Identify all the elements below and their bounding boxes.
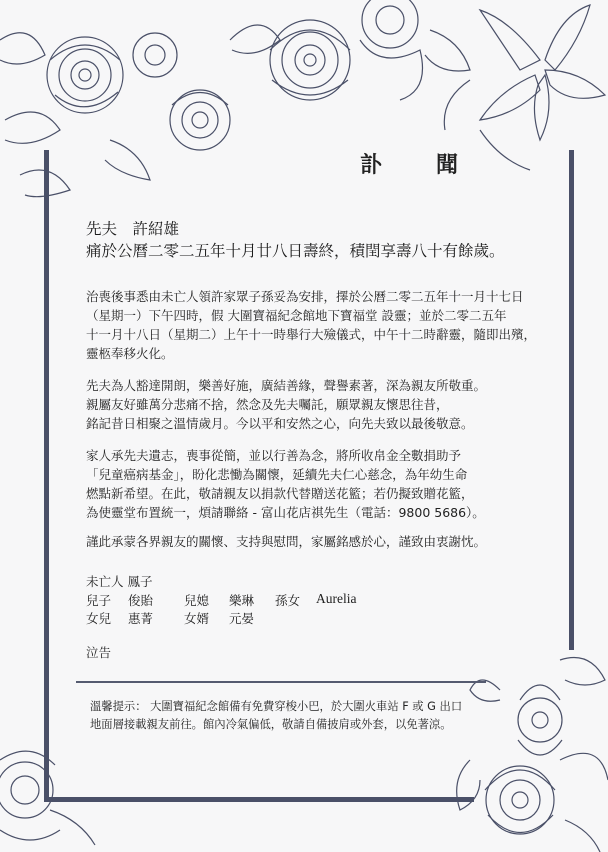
text-line: 家人承先夫遺志，喪事從簡，並以行善為念，將所收帛金全數捐助予 xyxy=(86,448,462,463)
deceased-name: 先夫 許紹雄 xyxy=(86,220,180,238)
text-line: 謹此承蒙各界親友的關懷、支持與慰問，家屬銘感於心，謹致由衷謝忱。 xyxy=(86,534,487,549)
divider xyxy=(76,681,486,683)
text-line: 為使靈堂布置統一，煩請聯絡 - 富山花店祺先生（電話：9800 5686）。 xyxy=(86,505,485,520)
paragraph-tribute xyxy=(86,376,556,433)
frame-bottom xyxy=(44,797,474,802)
family-member: 樂琳 xyxy=(229,593,255,608)
notice-line: 地面層接載親友前往。館內冷氣偏低，敬請自備披肩或外套，以免著涼。 xyxy=(90,718,452,731)
paragraph-arrangements xyxy=(86,287,556,363)
widow-name: 未亡人 鳳子 xyxy=(86,574,153,589)
family-label: 兒子 xyxy=(86,593,112,608)
text-line: （星期一）下午四時，假 大圍寶福紀念館地下寶福堂 設靈；並於二零二五年 xyxy=(86,308,507,323)
family-member: 元晏 xyxy=(229,611,255,626)
closing: 泣告 xyxy=(86,645,112,660)
text-line: 「兒童癌病基金」，盼化悲慟為關懷，延續先夫仁心慈念，為年幼生命 xyxy=(86,467,468,482)
text-line: 親屬友好雖萬分悲痛不捨，然念及先夫囑託，願眾親友懷思往昔， xyxy=(86,397,449,412)
text-line: 治喪後事悉由未亡人領許家眾子孫妥為安排，擇於公曆二零二五年十一月十七日 xyxy=(86,289,524,304)
paragraph-donation xyxy=(86,446,556,522)
family-member: 惠菁 xyxy=(128,611,154,626)
family-member: Aurelia xyxy=(316,591,357,606)
deceased-passing: 痛於公曆二零二五年十月廿八日壽終，積閏享壽八十有餘歲。 xyxy=(86,242,505,260)
page-title: 訃 聞 xyxy=(360,153,475,178)
rose-icon xyxy=(47,37,123,113)
paragraph-thanks xyxy=(86,532,556,551)
family-label: 女婿 xyxy=(184,611,210,626)
text-line: 靈柩奉移火化。 xyxy=(86,346,174,361)
family-label: 兒媳 xyxy=(184,593,210,608)
family-label: 孫女 xyxy=(275,593,301,608)
notice-line: 溫馨提示： 大圍寶福紀念館備有免費穿梭小巴，於大圍火車站 F 或 G 出口 xyxy=(90,700,463,713)
reminder-notice xyxy=(90,698,510,734)
text-line: 十一月十八日（星期二）上午十一時舉行大殮儀式，中午十二時辭靈，隨即出殯， xyxy=(86,327,537,342)
family-label: 女兒 xyxy=(86,611,112,626)
text-line: 先夫為人豁達開朗，樂善好施，廣結善緣，聲譽素著，深為親友所敬重。 xyxy=(86,378,487,393)
frame-left xyxy=(44,150,49,800)
frame-right xyxy=(569,150,574,650)
text-line: 燃點新希望。在此，敬請親友以捐款代替贈送花籃；若仍擬致贈花籃， xyxy=(86,486,474,501)
family-member: 俊貽 xyxy=(128,593,154,608)
text-line: 銘記昔日相聚之溫情歲月。今以平和安然之心，向先夫致以最後敬意。 xyxy=(86,416,474,431)
